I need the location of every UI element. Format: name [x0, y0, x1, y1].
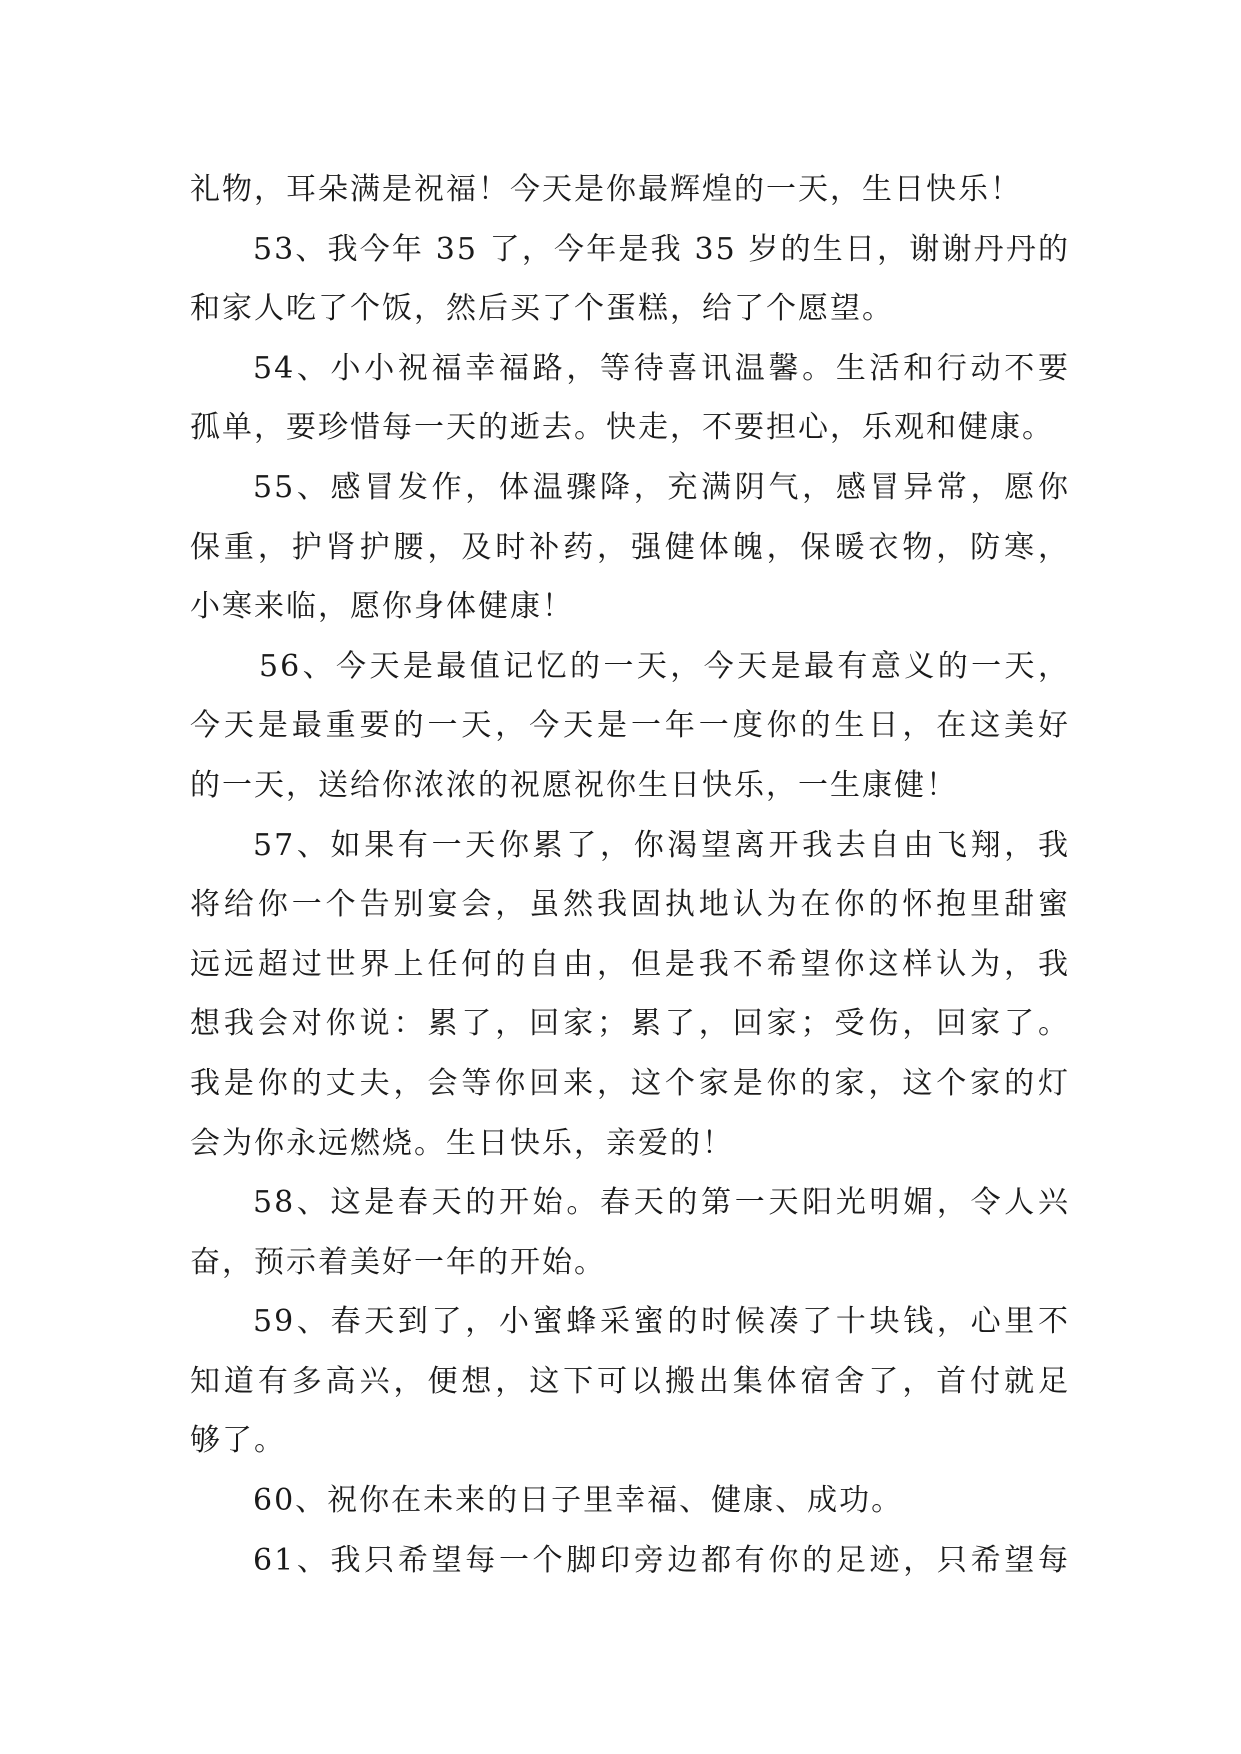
text-line: 61、我只希望每一个脚印旁边都有你的足迹，只希望每 — [253, 1542, 1070, 1578]
text-line: 想我会对你说：累了，回家；累了，回家；受伤，回家了。 — [190, 1006, 1070, 1042]
text-line: 60、祝你在未来的日子里幸福、健康、成功。 — [253, 1483, 904, 1519]
text-line: 奋，预示着美好一年的开始。 — [190, 1244, 606, 1280]
text-line: 够了。 — [190, 1423, 286, 1459]
text-line: 保重，护肾护腰，及时补药，强健体魄，保暖衣物，防寒， — [190, 529, 1070, 565]
text-line: 礼物，耳朵满是祝福！今天是你最辉煌的一天，生日快乐！ — [190, 172, 1022, 207]
text-line: 远远超过世界上任何的自由，但是我不希望你这样认为，我 — [190, 946, 1070, 982]
text-line: 的一天，送给你浓浓的祝愿祝你生日快乐，一生康健！ — [190, 767, 958, 803]
text-line: 53、我今年 35 了，今年是我 35 岁的生日，谢谢丹丹的 — [253, 231, 1070, 267]
text-line: 知道有多高兴，便想，这下可以搬出集体宿舍了，首付就足 — [190, 1363, 1070, 1399]
text-line: 孤单，要珍惜每一天的逝去。快走，不要担心，乐观和健康。 — [190, 410, 1054, 446]
text-line: 56、今天是最值记忆的一天，今天是最有意义的一天， — [259, 648, 1070, 684]
text-line: 55、感冒发作，体温骤降，充满阴气，感冒异常，愿你 — [253, 469, 1070, 505]
text-line: 54、小小祝福幸福路，等待喜讯温馨。生活和行动不要 — [253, 350, 1070, 386]
text-line: 小寒来临，愿你身体健康！ — [190, 589, 574, 625]
document-body — [190, 160, 1070, 1590]
text-line: 59、春天到了，小蜜蜂采蜜的时候凑了十块钱，心里不 — [253, 1304, 1070, 1340]
text-line: 今天是最重要的一天，今天是一年一度你的生日，在这美好 — [190, 708, 1070, 744]
text-line: 我是你的丈夫，会等你回来，这个家是你的家，这个家的灯 — [190, 1065, 1070, 1101]
text-line: 会为你永远燃烧。生日快乐，亲爱的！ — [190, 1125, 734, 1161]
text-line: 57、如果有一天你累了，你渴望离开我去自由飞翔，我 — [253, 827, 1070, 863]
text-line: 和家人吃了个饭，然后买了个蛋糕，给了个愿望。 — [190, 291, 894, 327]
text-line: 58、这是春天的开始。春天的第一天阳光明媚，令人兴 — [253, 1185, 1070, 1221]
text-line: 将给你一个告别宴会，虽然我固执地认为在你的怀抱里甜蜜 — [190, 887, 1070, 923]
